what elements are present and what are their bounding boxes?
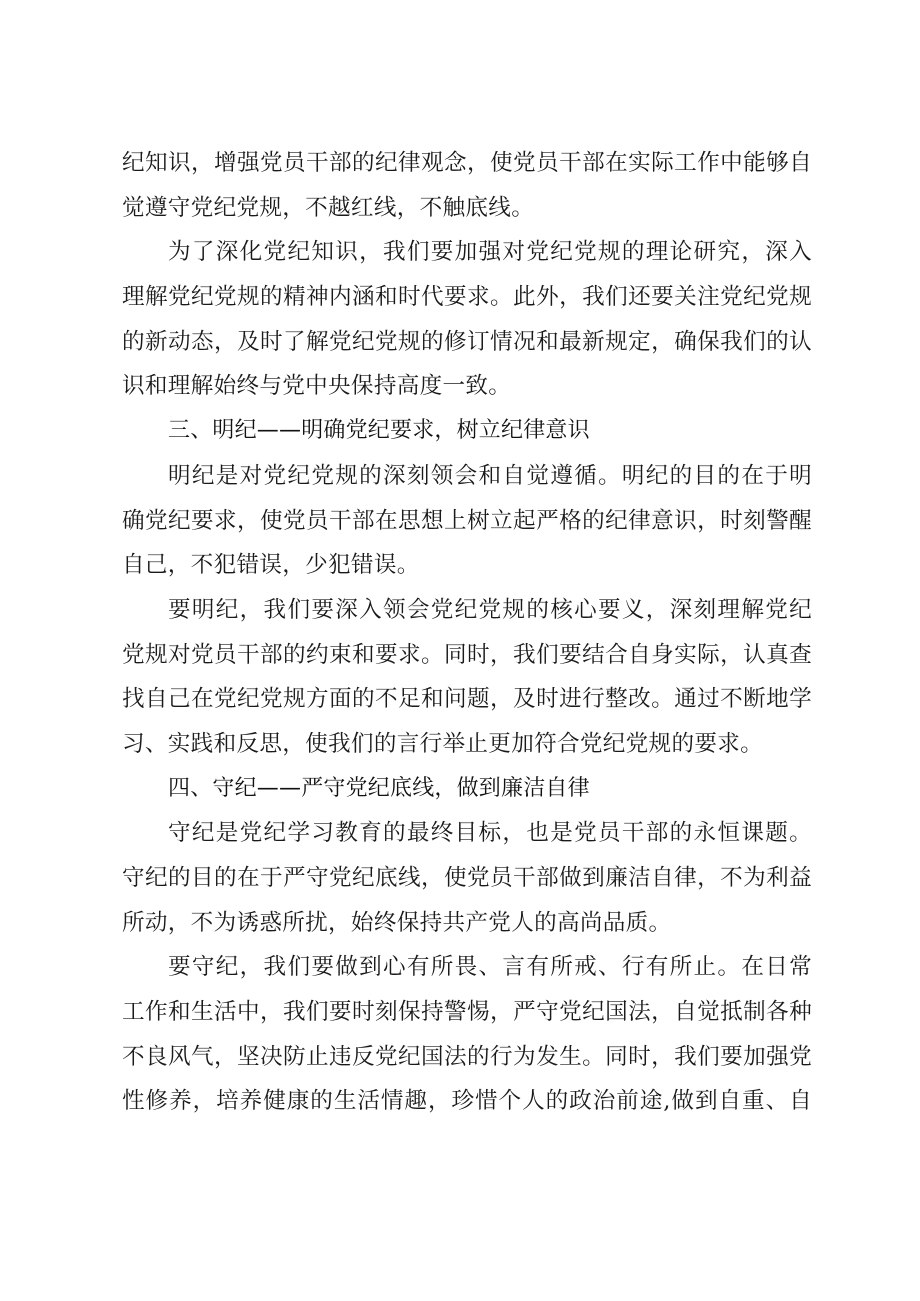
text-line: 党规对党员干部的约束和要求。同时，我们要结合自身实际，认真查	[122, 641, 812, 668]
paragraph-first-line: 明纪是对党纪党规的深刻领会和自觉遵循。明纪的目的在于明	[168, 462, 812, 489]
text-line: 的新动态，及时了解党纪党规的修订情况和最新规定，确保我们的认	[122, 328, 812, 355]
text-line: 工作和生活中，我们要时刻保持警惕，严守党纪国法，自觉抵制各种	[122, 999, 812, 1026]
text-line: 找自己在党纪党规方面的不足和问题，及时进行整改。通过不断地学	[122, 686, 812, 713]
paragraph-first-line: 要守纪，我们要做到心有所畏、言有所戒、行有所止。在日常	[168, 954, 812, 981]
section-heading-3: 三、明纪——明确党纪要求，树立纪律意识	[168, 418, 590, 444]
text-line: 确党纪要求，使党员干部在思想上树立起严格的纪律意识，时刻警醒	[122, 507, 812, 534]
text-line: 守纪的目的在于严守党纪底线，使党员干部做到廉洁自律，不为利益	[122, 865, 812, 891]
text-line: 理解党纪党规的精神内涵和时代要求。此外，我们还要关注党纪党规	[122, 284, 812, 311]
paragraph-first-line: 为了深化党纪知识，我们要加强对党纪党规的理论研究，深入	[168, 239, 812, 266]
text-line: 性修养，培养健康的生活情趣，珍惜个人的政治前途,做到自重、自	[122, 1088, 812, 1115]
section-heading-4: 四、守纪——严守党纪底线，做到廉洁自律	[168, 775, 590, 801]
paragraph-first-line: 要明纪，我们要深入领会党纪党规的核心要义，深刻理解党纪	[168, 596, 812, 623]
document-body	[122, 141, 812, 1124]
text-line: 觉遵守党纪党规，不越红线，不触底线。	[122, 194, 535, 221]
text-line: 不良风气，坚决防止违反党纪国法的行为发生。同时，我们要加强党	[122, 1043, 812, 1070]
text-line: 识和理解始终与党中央保持高度一致。	[122, 373, 512, 400]
text-line: 纪知识，增强党员干部的纪律观念，使党员干部在实际工作中能够自	[122, 150, 812, 176]
text-line: 所动，不为诱惑所扰，始终保持共产党人的高尚品质。	[122, 909, 672, 936]
paragraph-first-line: 守纪是党纪学习教育的最终目标，也是党员干部的永恒课题。	[168, 820, 812, 847]
text-line: 自己，不犯错误，少犯错误。	[122, 552, 420, 579]
text-line: 习、实践和反思，使我们的言行举止更加符合党纪党规的要求。	[122, 730, 764, 757]
